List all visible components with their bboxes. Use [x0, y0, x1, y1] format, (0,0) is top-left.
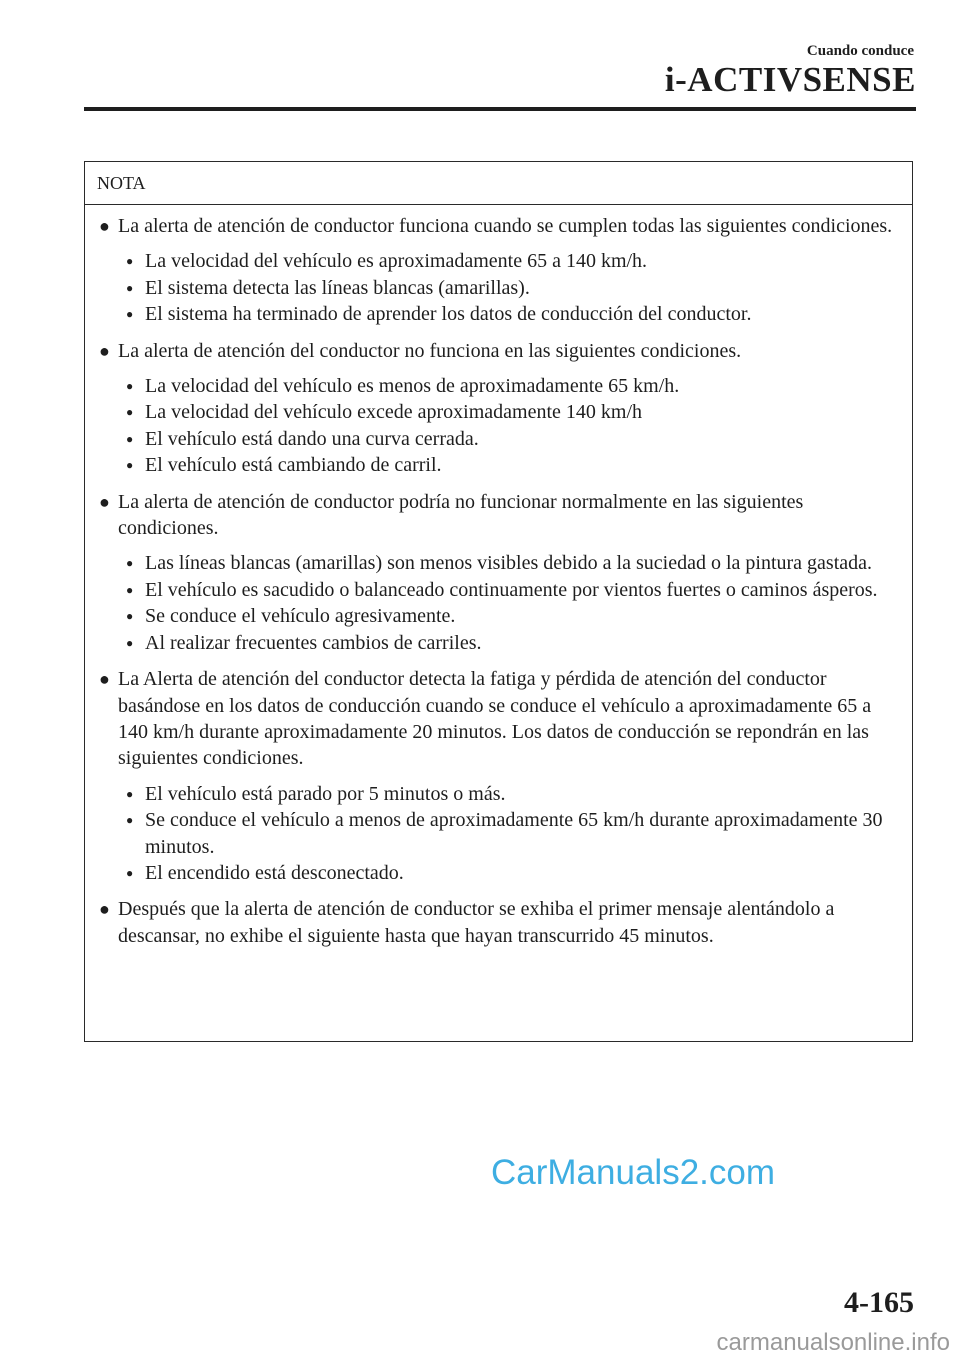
sub-item-text: El sistema detecta las líneas blancas (amarillas).	[145, 276, 530, 299]
note-item-text: La alerta de atención de conductor podría no funcionar normalmente en las siguientes condiciones.	[118, 490, 804, 540]
bullet-icon: ●	[99, 669, 110, 690]
note-item-text: La alerta de atención del conductor no funciona en las siguientes condiciones.	[118, 339, 742, 362]
sub-bullet-icon: ●	[126, 254, 134, 269]
sub-bullet-icon: ●	[126, 458, 134, 473]
sub-item-text: Se conduce el vehículo agresivamente.	[145, 605, 456, 628]
sub-item-text: La velocidad del vehículo excede aproximadamente 140 km/h	[145, 401, 643, 424]
sub-list	[118, 781, 898, 887]
bullet-icon: ●	[99, 216, 110, 236]
sub-bullet-icon: ●	[126, 307, 134, 322]
sub-item-text: Las líneas blancas (amarillas) son menos visibles debido a la suciedad o la pintura gastada.	[145, 552, 873, 575]
note-item	[99, 489, 898, 656]
sub-item	[126, 452, 898, 478]
sub-bullet-icon: ●	[126, 786, 134, 801]
sub-item-text: El vehículo está cambiando de carril.	[145, 454, 442, 477]
sub-bullet-icon: ●	[126, 379, 134, 394]
sub-item	[126, 373, 898, 399]
sub-item	[126, 301, 898, 327]
note-item-text: Después que la alerta de atención de conductor se exhiba el primer mensaje alentándolo a descansar, no exhibe el siguiente hasta que hayan transcurrido 45 minutos.	[118, 898, 835, 947]
sub-bullet-icon: ●	[126, 431, 134, 446]
watermark-logo: CarManuals2.com	[491, 1153, 775, 1192]
bullet-icon: ●	[99, 340, 110, 361]
sub-item	[126, 781, 898, 807]
bullet-icon: ●	[99, 899, 110, 920]
sub-bullet-icon: ●	[126, 865, 134, 880]
note-item	[99, 338, 898, 479]
sub-item	[126, 807, 898, 860]
sub-item-text: La velocidad del vehículo es menos de aproximadamente 65 km/h.	[145, 375, 680, 398]
sub-list	[118, 550, 898, 656]
bullet-icon: ●	[99, 491, 110, 512]
sub-item	[126, 603, 898, 629]
sub-bullet-icon: ●	[126, 609, 134, 624]
sub-item	[126, 630, 898, 656]
sub-item-text: El encendido está desconectado.	[145, 861, 404, 884]
sub-item-text: El vehículo es sacudido o balanceado continuamente por vientos fuertes o caminos ásperos.	[145, 578, 878, 601]
note-header	[85, 162, 912, 205]
note-item	[99, 666, 898, 886]
sub-item-text: El sistema ha terminado de aprender los datos de conducción del conductor.	[145, 303, 752, 326]
note-title: NOTA	[97, 172, 146, 193]
note-item	[99, 896, 898, 949]
sub-bullet-icon: ●	[126, 582, 134, 597]
sub-item-text: El vehículo está parado por 5 minutos o más.	[145, 782, 506, 805]
sub-item	[126, 550, 898, 576]
sub-item	[126, 577, 898, 603]
sub-item	[126, 399, 898, 425]
note-item-text: La alerta de atención de conductor funciona cuando se cumplen todas las siguientes condiciones.	[118, 215, 893, 237]
sub-item	[126, 860, 898, 886]
note-box	[84, 161, 913, 1042]
sub-item	[126, 275, 898, 301]
page-number: 4-165	[844, 1286, 914, 1319]
header-chapter-title: i-ACTIVSENSE	[664, 60, 916, 99]
footer-url: carmanualsonline.info	[716, 1329, 950, 1356]
sub-bullet-icon: ●	[126, 813, 134, 828]
note-body	[85, 205, 912, 949]
note-item-text: La Alerta de atención del conductor detecta la fatiga y pérdida de atención del conductor basándose en los datos de conducción cuando se conduce el vehículo a aproximadamente 65 a 140 km/h durante aproximadamente 20 minutos. Los datos de conducción se repondrán en las siguientes condiciones.	[118, 668, 872, 770]
sub-item-text: Se conduce el vehículo a menos de aproximadamente 65 km/h durante aproximadamente 30 minutos.	[145, 809, 883, 858]
sub-item-text: La velocidad del vehículo es aproximadamente 65 a 140 km/h.	[145, 250, 648, 273]
sub-bullet-icon: ●	[126, 405, 134, 420]
sub-bullet-icon: ●	[126, 280, 134, 295]
sub-list	[118, 248, 898, 327]
sub-item-text: El vehículo está dando una curva cerrada.	[145, 427, 479, 450]
header-rule	[84, 107, 916, 111]
header-section-label: Cuando conduce	[806, 43, 914, 59]
sub-bullet-icon: ●	[126, 556, 134, 571]
sub-item	[126, 248, 898, 274]
sub-list	[118, 373, 898, 479]
sub-item-text: Al realizar frecuentes cambios de carriles.	[145, 631, 482, 654]
sub-bullet-icon: ●	[126, 635, 134, 650]
sub-item	[126, 426, 898, 452]
note-item	[99, 213, 898, 328]
